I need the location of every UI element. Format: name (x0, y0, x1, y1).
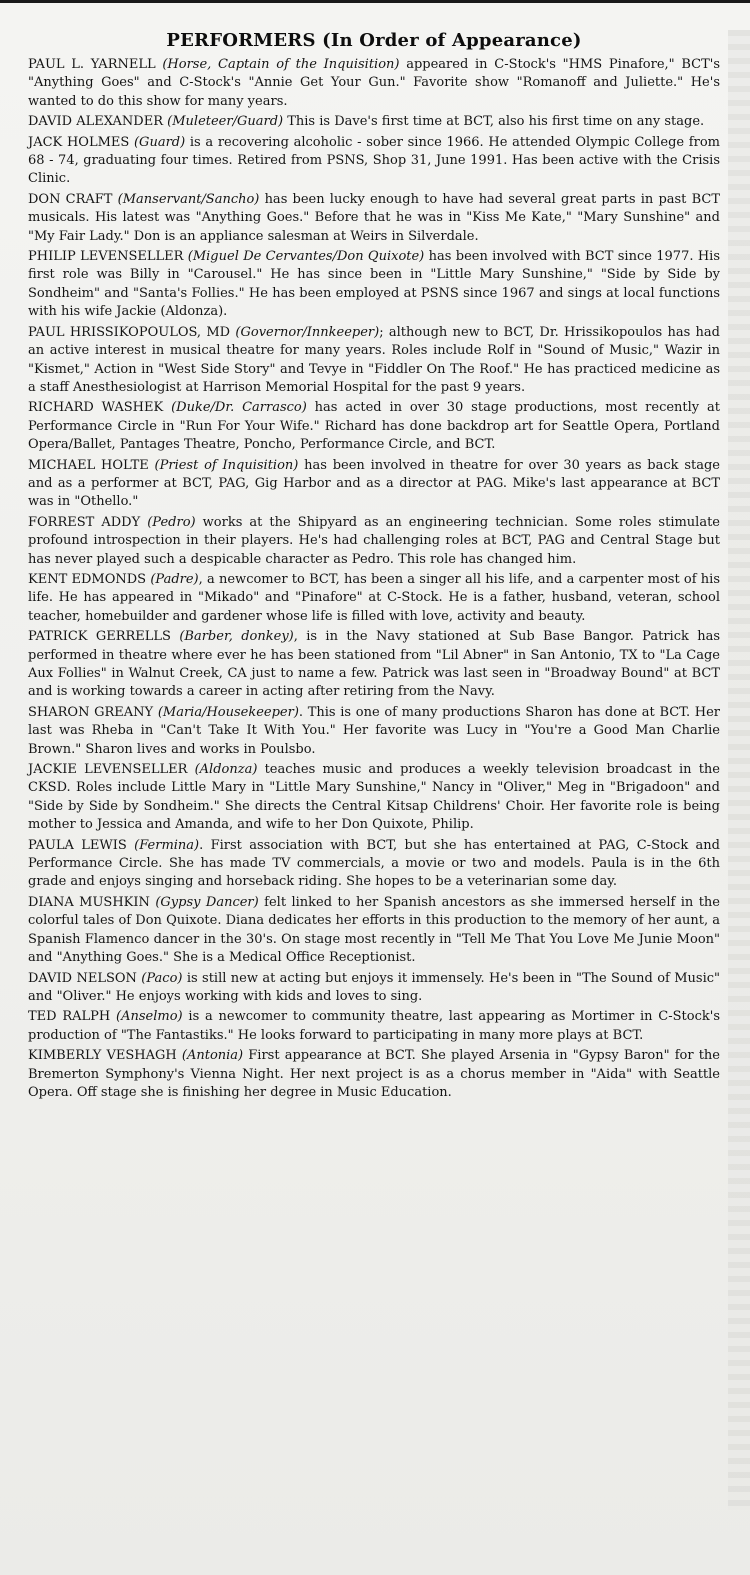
performer-name: FORREST ADDY (28, 514, 141, 530)
performer-role: (Guard) (133, 134, 186, 150)
performer-name: DON CRAFT (28, 191, 113, 207)
performer-name: PATRICK GERRELLS (28, 629, 171, 645)
performer-role: (Aldonza) (194, 762, 258, 778)
bleed-through-edge (728, 30, 750, 1510)
performer-name: SHARON GREANY (28, 704, 154, 720)
performer-bio: . First association with BCT, but she has entertained at PAG, C-Stock and Performance Circle. She has made TV commercials, a movie or two and models. Paula is in the 6th grade and enjoys singing and horseback riding. She hopes to be a veterinarian some day. (28, 837, 720, 890)
performer-role: (Barber, donkey) (179, 629, 294, 645)
performer-name: DAVID ALEXANDER (28, 114, 164, 130)
bio-paragraph (28, 514, 720, 569)
performer-bio: is a recovering alcoholic - sober since 1966. He attended Olympic College from 68 - 74, graduating four times. Retired from PSNS, Shop 31, June 1991. Has been active with the Crisis Clinic. (28, 134, 720, 187)
bio-paragraph (28, 1008, 720, 1045)
performer-role: (Muleteer/Guard) (167, 114, 284, 130)
top-rule (0, 0, 750, 3)
performer-bio: , a newcomer to BCT, has been a singer all his life, and a carpenter most of his life. He has appeared in "Mikado" and "Pinafore" at C-Stock. He is a father, husband, veteran, school teacher, homebuilder and gardener whose life is filled with love, activity and beauty. (28, 571, 720, 624)
performer-role: (Pedro) (147, 514, 196, 530)
performer-bio: teaches music and produces a weekly television broadcast in the CKSD. Roles include Little Mary in "Little Mary Sunshine," Nancy in "Oliver," Meg in "Brigadoon" and "Side by Side by Sondheim." She directs the Central Kitsap Childrens' Choir. Her favorite role is being mother to Jessica and Amanda, and wife to her Don Quixote, Philip. (28, 762, 720, 833)
performer-name: MICHAEL HOLTE (28, 457, 149, 473)
performer-bio: has been involved with BCT since 1977. His first role was Billy in "Carousel." He has since been in "Little Mary Sunshine," "Side by Side by Sondheim" and "Santa's Follies." He has been employed at PSNS since 1967 and sings at local functions with his wife Jackie (Aldonza). (28, 249, 720, 320)
performer-name: KIMBERLY VESHAGH (28, 1048, 177, 1064)
performer-bio: First appearance at BCT. She played Arsenia in "Gypsy Baron" for the Bremerton Symphony's Vienna Night. Her next project is as a chorus member in "Aida" with Seattle Opera. Off stage she is finishing her degree in Music Education. (28, 1048, 720, 1100)
performer-name: JACKIE LEVENSELLER (28, 762, 188, 778)
bio-paragraph (28, 704, 720, 759)
bio-paragraph (28, 837, 720, 892)
bio-list (28, 56, 720, 1102)
performer-role: (Paco) (141, 970, 183, 986)
performer-bio: ; although new to BCT, Dr. Hrissikopoulos has had an active interest in musical theatre for many years. Roles include Rolf in "Sound of Music," Wazir in "Kismet," Action in "West Side Story" and Tevye in "Fiddler On The Roof." He has practiced medicine as a staff Anesthesiologist at Harrison Memorial Hospital for the past 9 years. (28, 324, 720, 395)
performer-name: PAULA LEWIS (28, 837, 127, 853)
performer-name: TED RALPH (28, 1009, 111, 1025)
bio-paragraph (28, 324, 720, 398)
bio-paragraph (28, 1047, 720, 1102)
bio-paragraph (28, 191, 720, 246)
performer-role: (Governor/Innkeeper) (235, 324, 380, 340)
page-title: PERFORMERS (In Order of Appearance) (166, 30, 582, 51)
performer-role: (Antonia) (181, 1048, 244, 1064)
performer-name: PAUL L. YARNELL (28, 57, 156, 72)
bio-paragraph (28, 571, 720, 626)
bio-paragraph (28, 113, 720, 131)
performer-bio: , is in the Navy stationed at Sub Base Bangor. Patrick has performed in theatre where ever he has been stationed from "Lil Abner" in San Antonio, TX to "La Cage Aux Follies" in Walnut Creek, CA just to name a few. Patrick was last seen in "Broadway Bound" at BCT and is working towards a career in acting after retiring from the Navy. (28, 629, 721, 700)
performer-role: (Priest of Inquisition) (154, 457, 299, 473)
bio-paragraph (28, 894, 720, 968)
performer-role: (Maria/Housekeeper) (157, 704, 299, 720)
performer-role: (Miguel De Cervantes/Don Quixote) (187, 249, 425, 265)
performer-bio: has been lucky enough to have had several great parts in past BCT musicals. His latest was "Anything Goes." Before that he was in "Kiss Me Kate," "Mary Sunshine" and "My Fair Lady." Don is an appliance salesman at Weirs in Silverdale. (28, 191, 720, 244)
performer-role: (Horse, Captain of the Inquisition) (162, 57, 400, 72)
performer-bio: works at the Shipyard as an engineering technician. Some roles stimulate profound introspection in their players. He's had challenging roles at BCT, PAG and Central Stage but has never played such a despicable character as Pedro. This role has changed him. (28, 514, 720, 567)
performer-bio: is still new at acting but enjoys it immensely. He's been in "The Sound of Music" and "Oliver." He enjoys working with kids and loves to sing. (28, 970, 720, 1004)
bio-paragraph (28, 134, 720, 189)
performer-role: (Anselmo) (116, 1009, 183, 1025)
performer-bio: has been involved in theatre for over 30 years as back stage and as a performer at BCT, PAG, Gig Harbor and as a director at PAG. Mike's last appearance at BCT was in "Othello." (28, 457, 720, 510)
performer-bio: has acted in over 30 stage productions, most recently at Performance Circle in "Run For Your Wife." Richard has done backdrop art for Seattle Opera, Portland Opera/Ballet, Pantages Theatre, Poncho, Performance Circle, and BCT. (28, 400, 720, 453)
performer-name: JACK HOLMES (28, 134, 130, 150)
performer-name: KENT EDMONDS (28, 571, 147, 587)
performer-name: PHILIP LEVENSELLER (28, 249, 184, 265)
bio-paragraph (28, 628, 720, 702)
performer-bio: appeared in C-Stock's "HMS Pinafore," BCT's "Anything Goes" and C-Stock's "Annie Get Your Gun." Favorite show "Romanoff and Juliette." He's wanted to do this show for many years. (28, 57, 721, 109)
performer-bio: is a newcomer to community theatre, last appearing as Mortimer in C-Stock's production of "The Fantastiks." He looks forward to participating in many more plays at BCT. (28, 1009, 721, 1043)
performer-name: PAUL HRISSIKOPOULOS, MD (28, 324, 231, 340)
performer-role: (Duke/Dr. Carrasco) (171, 400, 307, 416)
bio-paragraph (28, 761, 720, 835)
performer-name: DAVID NELSON (28, 970, 137, 986)
performer-bio: This is Dave's first time at BCT, also his first time on any stage. (283, 114, 705, 130)
performer-name: DIANA MUSHKIN (28, 894, 150, 910)
performer-role: (Gypsy Dancer) (155, 894, 259, 910)
performer-bio: felt linked to her Spanish ancestors as she immersed herself in the colorful tales of Don Quixote. Diana dedicates her efforts in this production to the memory of her aunt, a Spanish Flamenco dancer in the 30's. On stage most recently in "Tell Me That You Love Me Junie Moon" and "Anything Goes." She is a Medical Office Receptionist. (28, 894, 720, 966)
performer-role: (Fermina) (134, 837, 200, 853)
bio-paragraph (28, 56, 720, 111)
performer-role: (Padre) (150, 571, 199, 587)
performer-role: (Manservant/Sancho) (117, 191, 260, 207)
bio-paragraph (28, 248, 720, 322)
performer-name: RICHARD WASHEK (28, 400, 164, 416)
bio-paragraph (28, 970, 720, 1007)
bio-paragraph (28, 457, 720, 512)
performer-bio: . This is one of many productions Sharon has done at BCT. Her last was Rheba in "Can't Take It With You." Her favorite was Lucy in "You're a Good Man Charlie Brown." Sharon lives and works in Poulsbo. (28, 704, 720, 757)
bio-paragraph (28, 399, 720, 454)
performers-section (28, 30, 720, 1104)
